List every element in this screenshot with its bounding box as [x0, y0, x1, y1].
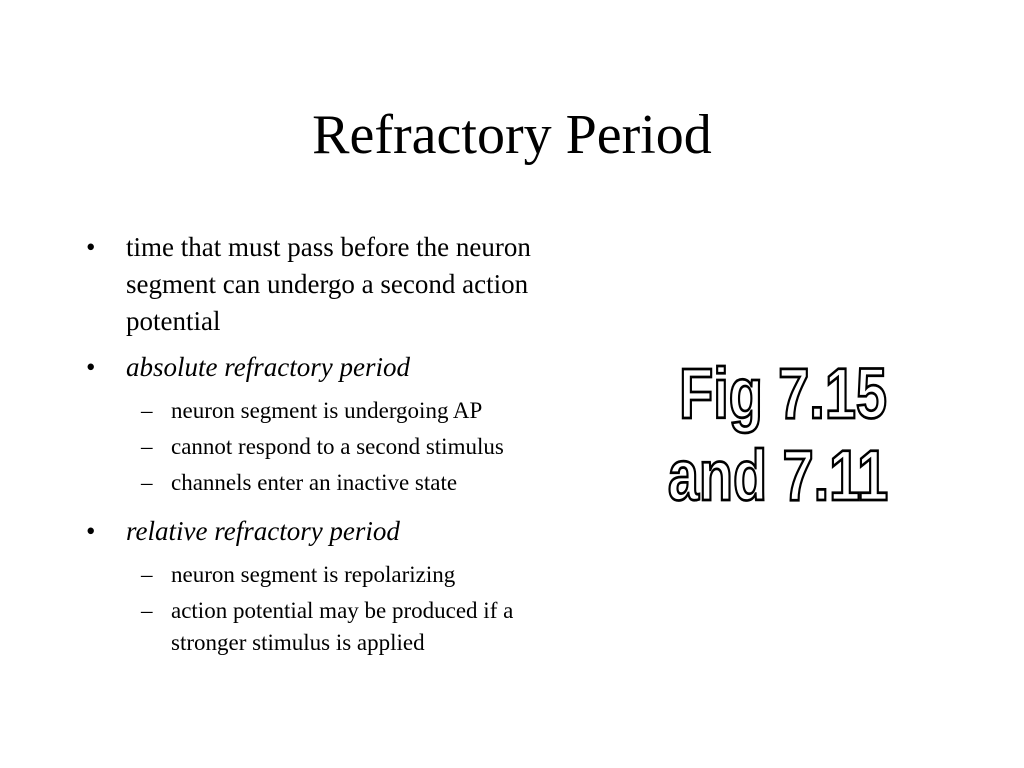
- bullet-item: [86, 349, 606, 386]
- bullet-icon: •: [86, 352, 96, 382]
- sub-bullet-list: [86, 395, 606, 499]
- figure-reference-line1: Fig 7.15: [679, 353, 887, 434]
- dash-icon: –: [141, 398, 153, 423]
- dash-icon: –: [141, 598, 153, 623]
- sub-bullet-text: neuron segment is repolarizing: [171, 562, 456, 587]
- dash-icon: –: [141, 434, 153, 459]
- bullet-icon: •: [86, 232, 96, 262]
- sub-bullet-item: [86, 395, 606, 427]
- sub-bullet-text: neuron segment is undergoing AP: [171, 398, 483, 423]
- bullet-icon: •: [86, 516, 96, 546]
- sub-bullet-item: [86, 431, 606, 463]
- sub-bullet-item: [86, 559, 606, 591]
- sub-bullet-text: action potential may be produced if a stronger stimulus is applied: [171, 598, 514, 655]
- bullet-text: time that must pass before the neuron segment can undergo a second action potential: [126, 232, 531, 336]
- bullet-text: absolute refractory period: [126, 352, 410, 382]
- figure-reference: [640, 350, 960, 520]
- sub-bullet-list: [86, 559, 606, 659]
- sub-bullet-item: [86, 467, 606, 499]
- bullet-text: relative refractory period: [126, 516, 400, 546]
- sub-bullet-text: channels enter an inactive state: [171, 470, 458, 495]
- figure-reference-wordart: [640, 350, 960, 520]
- sub-bullet-text: cannot respond to a second stimulus: [171, 434, 504, 459]
- bullet-item: [86, 229, 606, 340]
- bullet-item: [86, 513, 606, 550]
- bullet-list: [86, 229, 606, 673]
- figure-reference-line2: and 7.11: [667, 435, 889, 516]
- slide-title: Refractory Period: [312, 104, 712, 166]
- dash-icon: –: [141, 470, 153, 495]
- dash-icon: –: [141, 562, 153, 587]
- sub-bullet-item: [86, 595, 531, 659]
